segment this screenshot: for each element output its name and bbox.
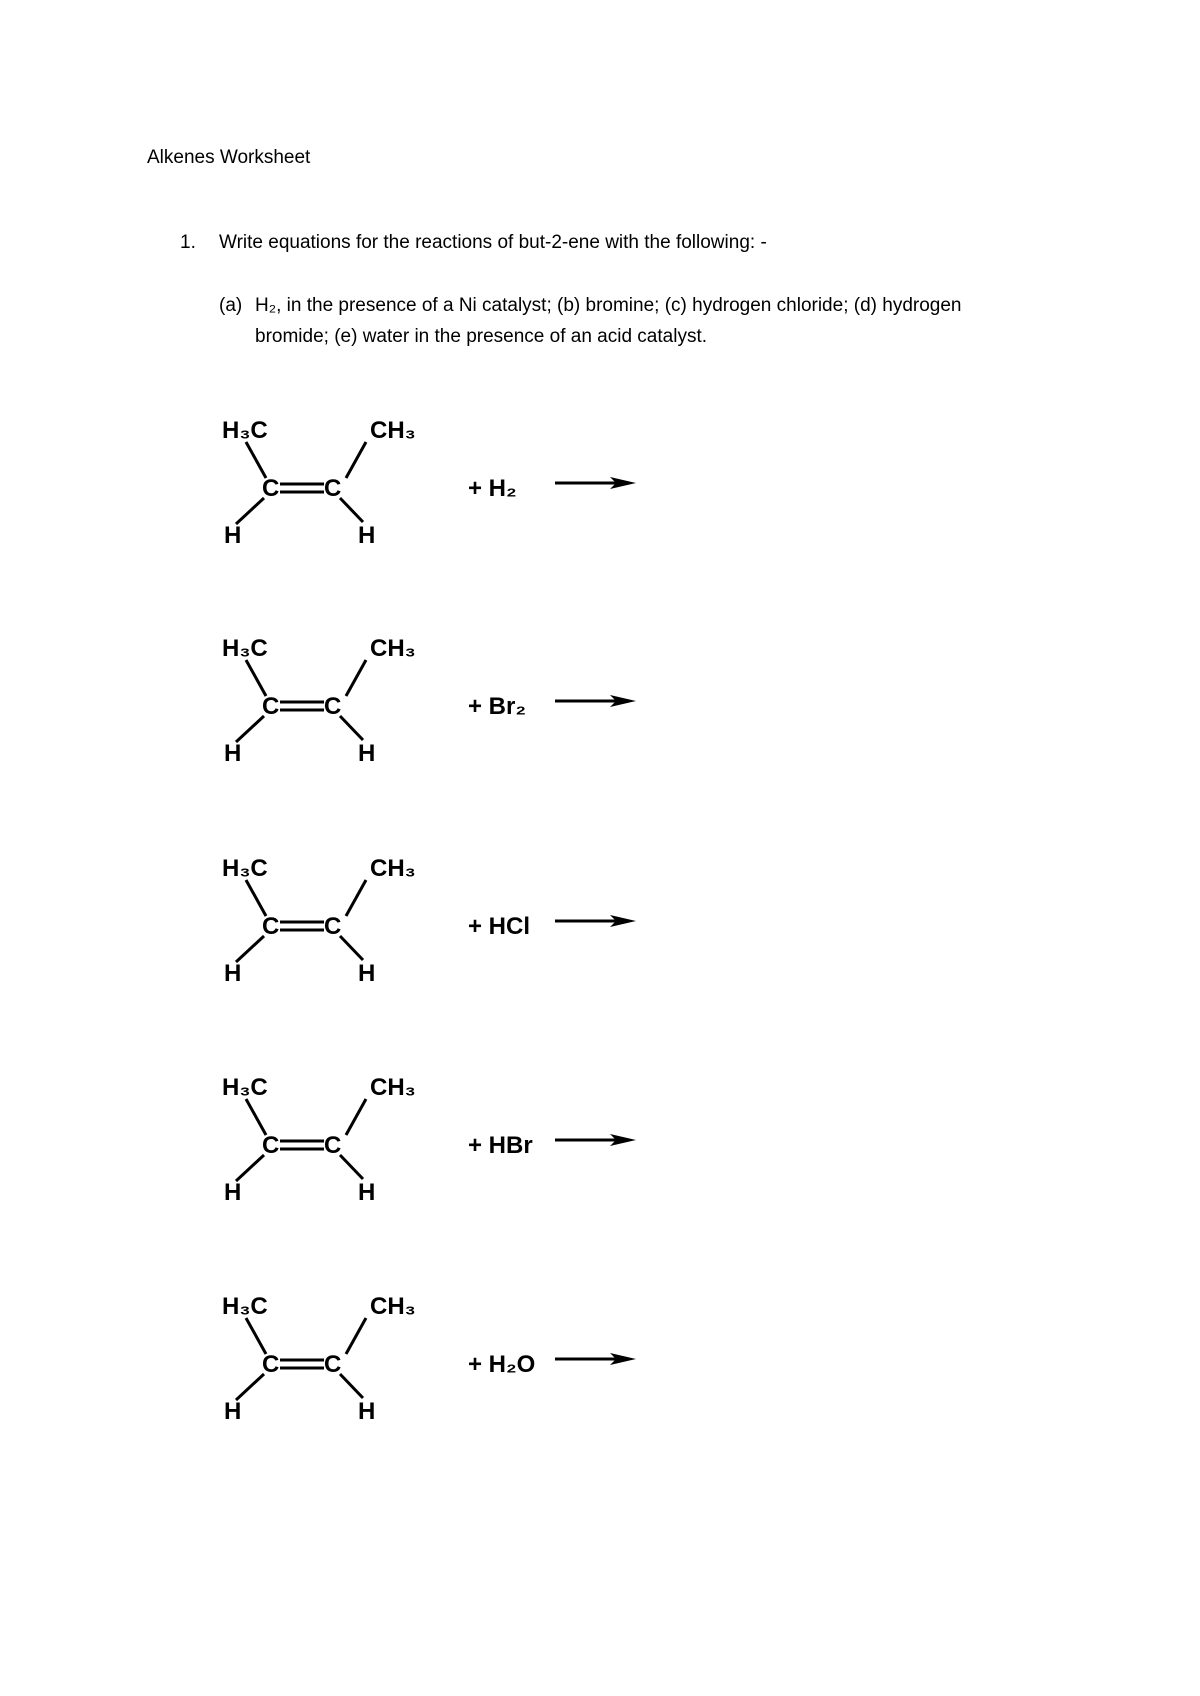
ch3-label: CH₃: [370, 1074, 416, 1101]
bond-ch3-right: [346, 660, 366, 696]
reagent-label: + Br₂: [468, 693, 527, 720]
bond-ch3-left: [246, 1099, 266, 1135]
bond-ch3-left: [246, 880, 266, 916]
bond-h-right: [340, 716, 363, 740]
carbon-right-label: C: [324, 1132, 342, 1159]
reaction-equation-3: [200, 838, 660, 988]
carbon-right-label: C: [324, 1351, 342, 1378]
h3c-label: H₃C: [222, 1074, 268, 1101]
bond-h-left: [236, 498, 264, 524]
bond-h-left: [236, 1374, 264, 1400]
reagent-label: + HCl: [468, 913, 531, 940]
carbon-right-label: C: [324, 913, 342, 940]
bond-h-right: [340, 1155, 363, 1179]
carbon-right-label: C: [324, 475, 342, 502]
carbon-left-label: C: [262, 1132, 280, 1159]
reagent-label: + H₂O: [468, 1351, 536, 1378]
bond-h-left: [236, 936, 264, 962]
hydrogen-right-label: H: [358, 522, 376, 549]
reaction-equation-2: [200, 618, 660, 768]
but-2-ene-structure: [200, 618, 660, 768]
carbon-left-label: C: [262, 693, 280, 720]
bond-ch3-right: [346, 1318, 366, 1354]
hydrogen-right-label: H: [358, 1179, 376, 1206]
bond-ch3-right: [346, 442, 366, 478]
but-2-ene-structure: [200, 838, 660, 988]
h3c-label: H₃C: [222, 1293, 268, 1320]
bond-ch3-right: [346, 1099, 366, 1135]
carbon-left-label: C: [262, 1351, 280, 1378]
ch3-label: CH₃: [370, 635, 416, 662]
sub-question-line-2: bromide; (e) water in the presence of an acid catalyst.: [255, 326, 708, 347]
reaction-equation-1: [200, 400, 660, 550]
ch3-label: CH₃: [370, 417, 416, 444]
but-2-ene-structure: [200, 1276, 660, 1426]
hydrogen-right-label: H: [358, 960, 376, 987]
bond-h-left: [236, 716, 264, 742]
carbon-left-label: C: [262, 475, 280, 502]
hydrogen-left-label: H: [224, 522, 242, 549]
bond-ch3-left: [246, 660, 266, 696]
bond-h-right: [340, 936, 363, 960]
ch3-label: CH₃: [370, 1293, 416, 1320]
bond-ch3-left: [246, 442, 266, 478]
but-2-ene-structure: [200, 1057, 660, 1207]
reaction-equation-5: [200, 1276, 660, 1426]
bond-ch3-right: [346, 880, 366, 916]
reaction-equation-4: [200, 1057, 660, 1207]
reagent-label: + HBr: [468, 1132, 533, 1159]
hydrogen-left-label: H: [224, 960, 242, 987]
reagent-label: + H₂: [468, 475, 517, 502]
sub-question-line-1: H₂, in the presence of a Ni catalyst; (b) bromine; (c) hydrogen chloride; (d) hydrogen: [255, 295, 962, 316]
question-text: Write equations for the reactions of but-2-ene with the following: -: [219, 232, 767, 253]
h3c-label: H₃C: [222, 855, 268, 882]
hydrogen-right-label: H: [358, 1398, 376, 1425]
bond-h-right: [340, 498, 363, 522]
h3c-label: H₃C: [222, 417, 268, 444]
but-2-ene-structure: [200, 400, 660, 550]
question-number: 1.: [180, 232, 196, 253]
bond-h-right: [340, 1374, 363, 1398]
hydrogen-left-label: H: [224, 740, 242, 767]
hydrogen-left-label: H: [224, 1179, 242, 1206]
bond-ch3-left: [246, 1318, 266, 1354]
h3c-label: H₃C: [222, 635, 268, 662]
carbon-right-label: C: [324, 693, 342, 720]
carbon-left-label: C: [262, 913, 280, 940]
worksheet-title: Alkenes Worksheet: [147, 147, 311, 168]
hydrogen-right-label: H: [358, 740, 376, 767]
hydrogen-left-label: H: [224, 1398, 242, 1425]
ch3-label: CH₃: [370, 855, 416, 882]
bond-h-left: [236, 1155, 264, 1181]
sub-question-label: (a): [219, 295, 243, 316]
